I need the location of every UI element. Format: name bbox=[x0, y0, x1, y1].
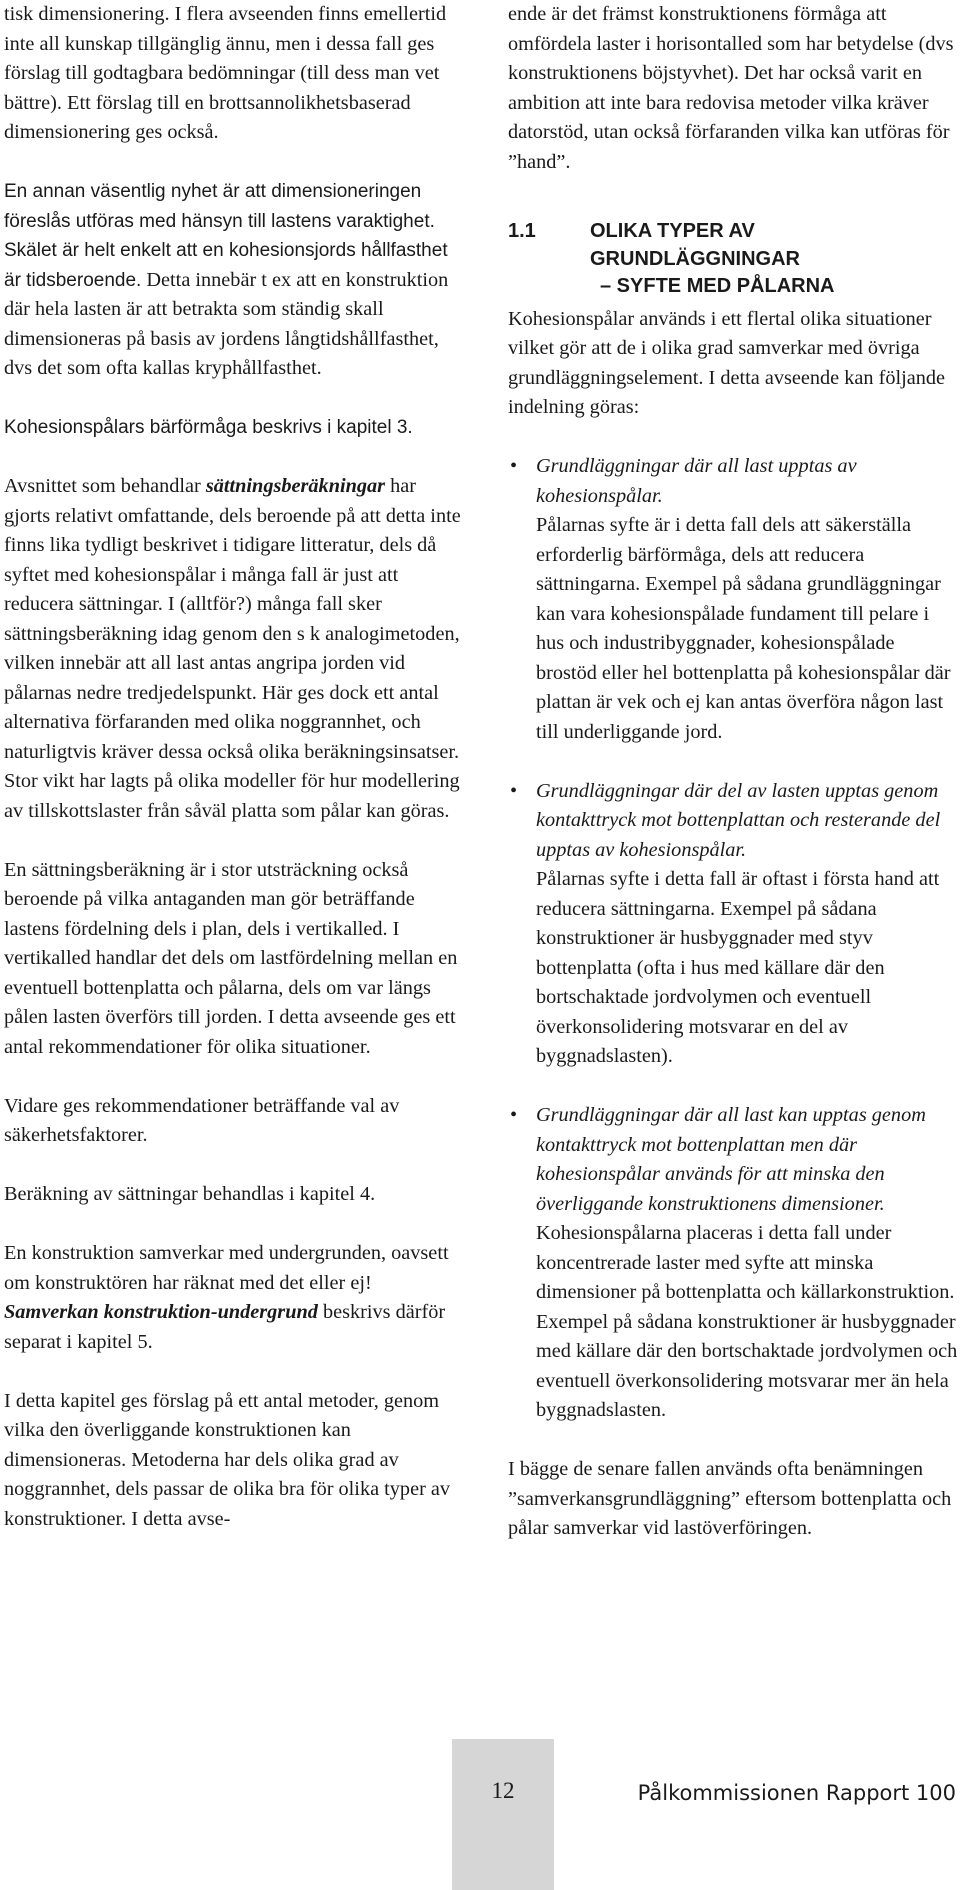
bullet-icon: • bbox=[510, 1104, 518, 1126]
page-number-box bbox=[452, 1739, 554, 1890]
list-item bbox=[508, 452, 958, 747]
paragraph-continuation: ende är det främst konstruktionens förmåga att omfördela laster i horisontalled som har betydelse (dvs konstruktionens böjstyvhet). Det har också varit en ambition att inte bara redovisa metoder vilka kräver datorstöd, utan också förfaranden vilka kan utföras för ”hand”. bbox=[508, 3, 954, 173]
left-column bbox=[4, 0, 464, 1534]
section-heading bbox=[508, 218, 958, 301]
publication-title: Pålkommissionen Rapport 100 bbox=[637, 1781, 956, 1805]
paragraph-load-duration-serif: Detta innebär t ex att en konstruktion där hela lasten är att betrakta som ständig skall dimensioneras på basis av jordens långtidshållfasthet, dvs det som ofta kallas kryphållfasthet. bbox=[4, 268, 449, 379]
settlement-pre: Avsnittet som behandlar bbox=[4, 475, 206, 497]
paragraph-safety-factors: Vidare ges rekommendationer beträffande val av säkerhetsfaktorer. bbox=[4, 1094, 400, 1146]
section-number: 1.1 bbox=[508, 220, 536, 242]
page-number: 12 bbox=[491, 1778, 515, 1803]
paragraph-methods: I detta kapitel ges förslag på ett antal metoder, genom vilka den överliggande konstruktionen kan dimensioneras. Metoderna har dels olika grad av noggrannhet, dels passar de olika bra för olika typer av konstruktioner. I detta avse- bbox=[4, 1389, 451, 1530]
right-column bbox=[508, 0, 958, 1544]
section-title-line-1: OLIKA TYPER AV bbox=[590, 220, 755, 242]
list-item-body: Kohesionspålarna placeras i detta fall under koncentrerade laster med syfte att minska dimensioner på bottenplatta och källarkonstruktion. Exempel på sådana konstruktioner är husbyggnader med källare där den bortschaktade jordvolymen och eventuell överkonsolidering motsvarar mer än hela byggnadslasten. bbox=[536, 1222, 958, 1421]
paragraph-chapter-4-ref: Beräkning av sättningar behandlas i kapitel 4. bbox=[4, 1183, 376, 1205]
paragraph-load-duration-sans: En annan väsentlig nyhet är att dimensioneringen föreslås utföras med hänsyn till lastens varaktighet. Skälet är helt enkelt att en kohesionsjords hållfasthet är tidsberoende. bbox=[4, 181, 448, 291]
interaction-pre: En konstruktion samverkar med undergrunden, oavsett om konstruktören har räknat med det eller ej! bbox=[4, 1242, 449, 1294]
paragraph-section-intro: Kohesionspålar används i ett flertal olika situationer vilket gör att de i olika grad samverkar med övriga grundläggningselement. I detta avseende kan följande indelning göras: bbox=[508, 307, 946, 418]
interaction-post: beskrivs därför separat i kapitel 5. bbox=[4, 1301, 446, 1353]
list-item-lead: Grundläggningar där del av lasten upptas genom kontakttryck mot bottenplattan och resterande del upptas av kohesionspålar. bbox=[536, 779, 941, 861]
paragraph-load-duration bbox=[4, 177, 464, 384]
paragraph-load-distribution: En sättningsberäkning är i stor utsträckning också beroende på vilka antaganden man gör beträffande lastens fördelning dels i plan, dels i vertikalled. I vertikalled handlar det dels om lastfördelning mellan en eventuell bottenplatta och pålarna, dels om var längs pålen lasten överförs till jorden. I detta avseende ges ett antal rekommendationer för olika situationer. bbox=[4, 858, 458, 1058]
list-item-body: Pålarnas syfte i detta fall är oftast i första hand att reducera sättningarna. Exempel på sådana konstruktioner är husbyggnader med styv bottenplatta (ofta i hus med källare där den bortschaktade jordvolymen och eventuell överkonsolidering motsvarar en del av byggnadslasten). bbox=[536, 868, 940, 1067]
list-item bbox=[508, 1101, 958, 1426]
paragraph-bearing-capacity-ref: Kohesionspålars bärförmåga beskrivs i kapitel 3. bbox=[4, 417, 413, 438]
section-title-line-2: GRUNDLÄGGNINGAR bbox=[590, 247, 800, 270]
list-item-body: Pålarnas syfte är i detta fall dels att säkerställa erforderlig bärförmåga, dels att reducera sättningarna. Exempel på sådana grundläggningar kan vara kohesionspålade fundament till pelare i hus och industribyggnader, kohesionspålade brostöd eller hel bottenplatta på kohesionspålar där plattan är vek och ej kan antas överföra någon last till underliggande jord. bbox=[536, 514, 951, 743]
list-item-lead: Grundläggningar där all last upptas av kohesionspålar. bbox=[536, 455, 857, 507]
settlement-post: har gjorts relativt omfattande, dels beroende på att detta inte finns lika tydligt beskrivet i tidigare litteratur, dels då syftet med kohesionspålar i många fall är just att reducera sättningar. I (alltför?) många fall sker sättningsberäkning idag genom den s k analogimetoden, vilken innebär att all last antas angripa jorden vid pålarnas nedre tredjedelspunkt. Här ges dock ett antal alternativa förfaranden med olika noggrannhet, och naturligtvis kräver dessa också olika beräkningsinsatser. Stor vikt har lagts på olika modeller för hur modellering av tillskottslaster från såväl platta som pålar kan göras. bbox=[4, 475, 461, 822]
foundation-types-list bbox=[508, 452, 958, 1426]
bullet-icon: • bbox=[510, 779, 518, 802]
list-item-lead: Grundläggningar där all last kan upptas genom kontakttryck mot bottenplattan men där kohesionspålar används för att minska den överliggande konstruktionens dimensioner. bbox=[536, 1104, 926, 1215]
interaction-emphasis: Samverkan konstruktion-undergrund bbox=[4, 1301, 318, 1323]
section-title-line-3: – SYFTE MED PÅLARNA bbox=[600, 275, 835, 297]
list-item bbox=[508, 777, 958, 1072]
settlement-emphasis: sättningsberäkningar bbox=[205, 475, 386, 497]
paragraph-dimensioning-intro: tisk dimensionering. I flera avseenden finns emellertid inte all kunskap tillgänglig ännu, men i dessa fall ges förslag till godtagbara bedömningar (till dess man vet bättre). Ett förslag till en brottsannolikhetsbaserad dimensionering ges också. bbox=[4, 3, 447, 143]
paragraph-interaction bbox=[4, 1239, 464, 1357]
paragraph-settlement-calc bbox=[4, 472, 464, 826]
section-title bbox=[590, 218, 834, 301]
bullet-icon: • bbox=[510, 455, 518, 477]
paragraph-closing: I bägge de senare fallen används ofta benämningen ”samverkansgrundläggning” eftersom bottenplatta och pålar samverkar vid lastöverföringen. bbox=[508, 1458, 952, 1539]
